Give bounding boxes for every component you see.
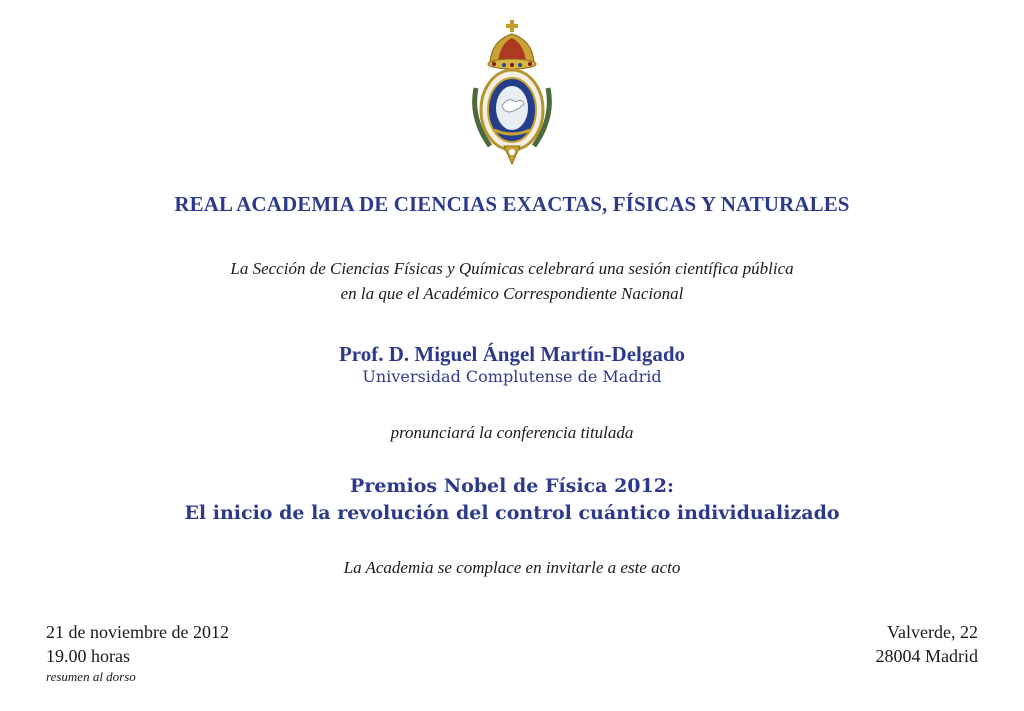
intro-line-1: La Sección de Ciencias Físicas y Químicas celebrará una sesión científica pública [230,259,794,278]
event-time: 19.00 horas [46,646,130,666]
event-date: 21 de noviembre de 2012 [46,622,229,642]
royal-academy-crest-icon [464,18,560,166]
invitation-text: La Academia se complace en invitarle a este acto [343,558,681,577]
lecture-title-line-2: El inicio de la revolución del control cuántico individualizado [184,502,840,524]
summary-note: resumen al dorso [46,669,136,684]
event-details [46,620,229,686]
speaker-affiliation: Universidad Complutense de Madrid [362,367,662,386]
venue-address [876,620,979,668]
academy-title: REAL ACADEMIA DE CIENCIAS EXACTAS, FÍSICAS Y NATURALES [174,192,850,216]
venue-city: 28004 Madrid [875,646,978,666]
lecture-intro: pronunciará la conferencia titulada [390,423,634,442]
speaker-name: Prof. D. Miguel Ángel Martín-Delgado [338,342,686,366]
intro-line-2: en la que el Académico Correspondiente Nacional [340,284,684,303]
venue-street: Valverde, 22 [887,622,978,642]
lecture-title-line-1: Premios Nobel de Física 2012: [350,475,674,497]
